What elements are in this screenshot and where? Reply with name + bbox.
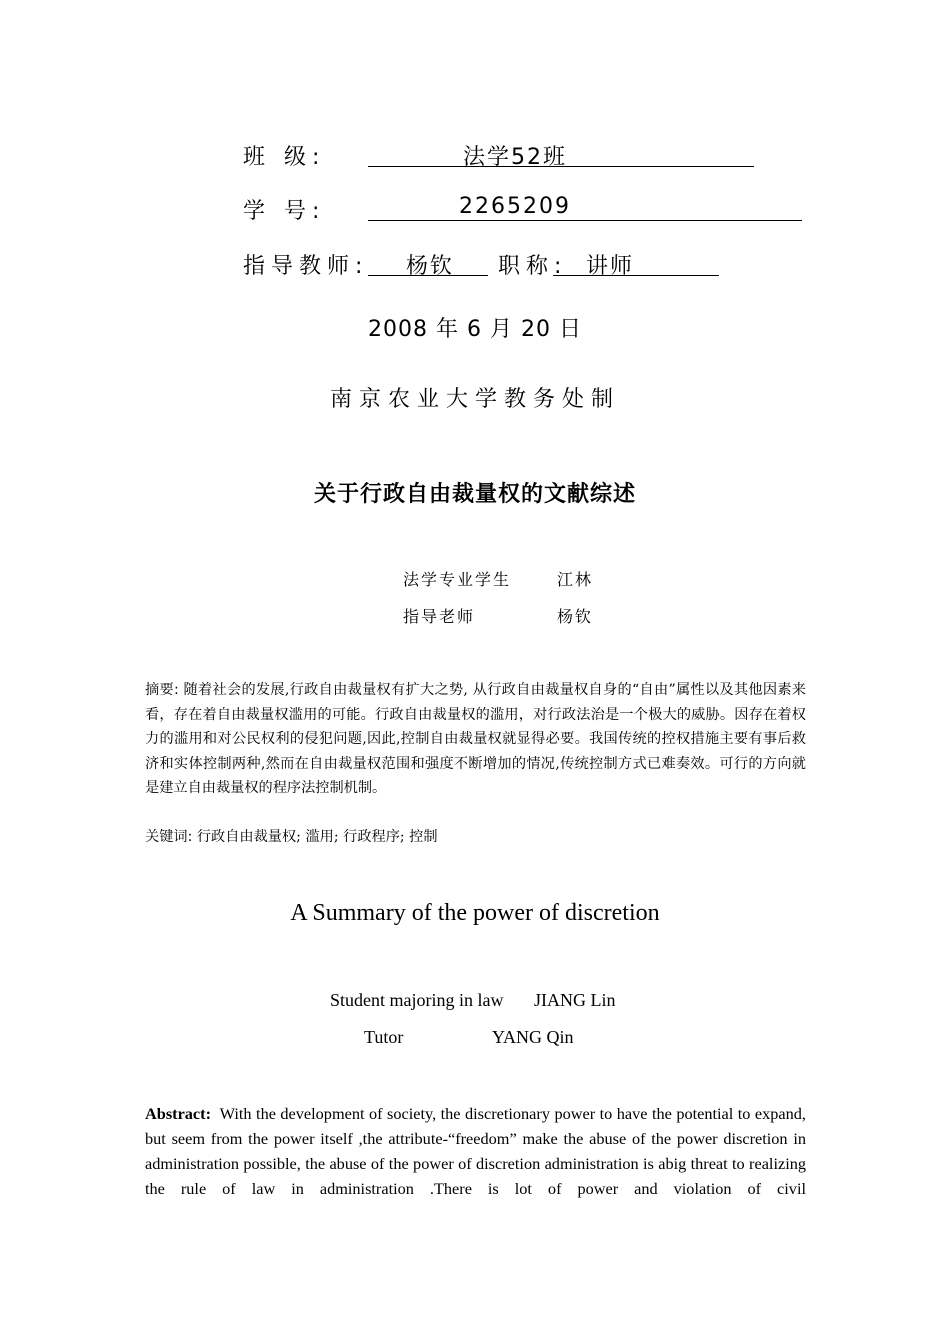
author-role-cn: 法学专业学生 [403, 570, 512, 589]
cover-issuer: 南京农业大学教务处制 [329, 387, 620, 412]
abstract-text-en: With the development of society, the discretionary power to have the potential to expand, but seem from the power itself ,the attribute-“freedom” make the abuse of the power discretion in administration possible, the abuse of the power of discretion administration is abig threat to realizing the rule of law in administration .There is lot of power and violation of civil [145, 1104, 806, 1198]
keywords-cn [145, 826, 438, 846]
student-id-underline [368, 220, 802, 221]
author-role-en: Student majoring in law [330, 990, 504, 1010]
abstract-label-en: Abstract: [145, 1104, 212, 1123]
advisor-value: 杨钦 [405, 254, 454, 279]
class-label: 班 级: [243, 145, 326, 170]
student-id-label: 学 号: [243, 199, 326, 224]
author-name-cn: 江林 [557, 570, 594, 589]
paper-title-en: A Summary of the power of discretion [290, 900, 660, 926]
professional-title-value: 讲师 [585, 254, 634, 279]
class-value: 法学52班 [463, 145, 567, 170]
advisor-label: 指导教师: [243, 254, 369, 279]
keywords-text-cn: 行政自由裁量权; 滥用; 行政程序; 控制 [196, 829, 438, 845]
abstract-text-cn: 随着社会的发展,行政自由裁量权有扩大之势, 从行政自由裁量权自身的“自由”属性以及其他因素来看，存在着自由裁量权滥用的可能。行政自由裁量权的滥用，对行政法治是一个极大的威胁。因存在着权力的滥用和对公民权利的侵犯问题,因此,控制自由裁量权就显得必要。我国传统的控权措施主要有事后救济和实体控制两种,然而在自由裁量权范围和强度不断增加的情况,传统控制方式已难奏效。可行的方向就是建立自由裁量权的程序法控制机制。 [145, 682, 806, 796]
student-id-value: 2265209 [459, 194, 571, 219]
tutor-role-cn: 指导老师 [403, 607, 476, 626]
author-name-en: JIANG Lin [534, 990, 616, 1010]
tutor-role-en: Tutor [364, 1027, 404, 1047]
keywords-label-cn: 关键词: [145, 829, 193, 845]
professional-title-label: 职称: [498, 254, 568, 279]
tutor-name-en: YANG Qin [492, 1027, 574, 1047]
paper-title-cn: 关于行政自由裁量权的文献综述 [313, 482, 636, 507]
abstract-label-cn: 摘要: [145, 682, 179, 698]
abstract-en [145, 1101, 806, 1201]
abstract-cn [145, 678, 806, 801]
cover-date: 2008 年 6 月 20 日 [368, 317, 582, 342]
tutor-name-cn: 杨钦 [557, 607, 594, 626]
